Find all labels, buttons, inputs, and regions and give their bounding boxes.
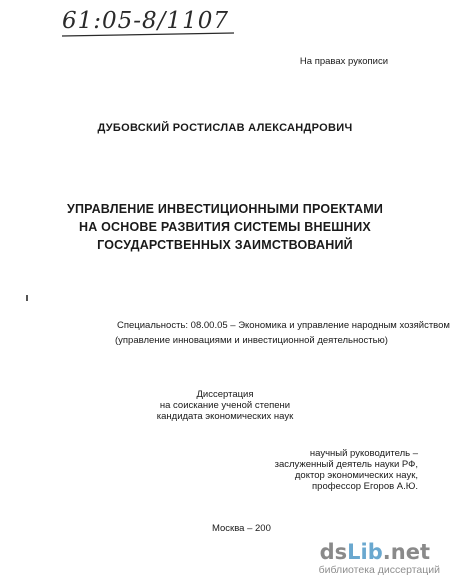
supervisor-line: научный руководитель – [309, 448, 418, 459]
rights-notice: На правах рукописи [299, 56, 388, 67]
degree-block [0, 389, 450, 422]
specialty-line: Специальность: 08.00.05 – Экономика и управление народным хозяйством [117, 320, 450, 331]
supervisor-line: доктор экономических наук, [294, 470, 418, 481]
handwritten-archive-code [62, 2, 242, 38]
scan-mark [26, 295, 28, 301]
title-line: ГОСУДАРСТВЕННЫХ ЗАИМСТВОВАНИЙ [97, 238, 353, 252]
author-name: ДУБОВСКИЙ РОСТИСЛАВ АЛЕКСАНДРОВИЧ [97, 122, 353, 134]
specialty-subline: (управление инновациями и инвестиционной деятельностью) [115, 335, 388, 346]
degree-line: на соискание ученой степени [159, 400, 291, 411]
dissertation-title [40, 200, 410, 254]
logo-part: ds [319, 540, 348, 564]
degree-line: Диссертация [196, 389, 254, 400]
watermark [268, 540, 440, 578]
watermark-subtitle: библиотека диссертаций [318, 564, 440, 576]
supervisor-line: профессор Егоров А.Ю. [312, 481, 418, 492]
logo-part: .net [382, 540, 430, 564]
specialty-block [117, 318, 450, 348]
supervisor-line: заслуженный деятель науки РФ, [274, 459, 418, 470]
handwritten-code-text: 61:05-8/1107 [62, 8, 229, 34]
watermark-logo [320, 540, 430, 564]
city-year: Москва – 200 [212, 523, 271, 534]
logo-part: Lib [347, 540, 383, 564]
supervisor-block [220, 448, 418, 492]
title-line: УПРАВЛЕНИЕ ИНВЕСТИЦИОННЫМИ ПРОЕКТАМИ [66, 202, 383, 216]
degree-line: кандидата экономических наук [156, 411, 294, 422]
title-line: НА ОСНОВЕ РАЗВИТИЯ СИСТЕМЫ ВНЕШНИХ [79, 220, 371, 234]
